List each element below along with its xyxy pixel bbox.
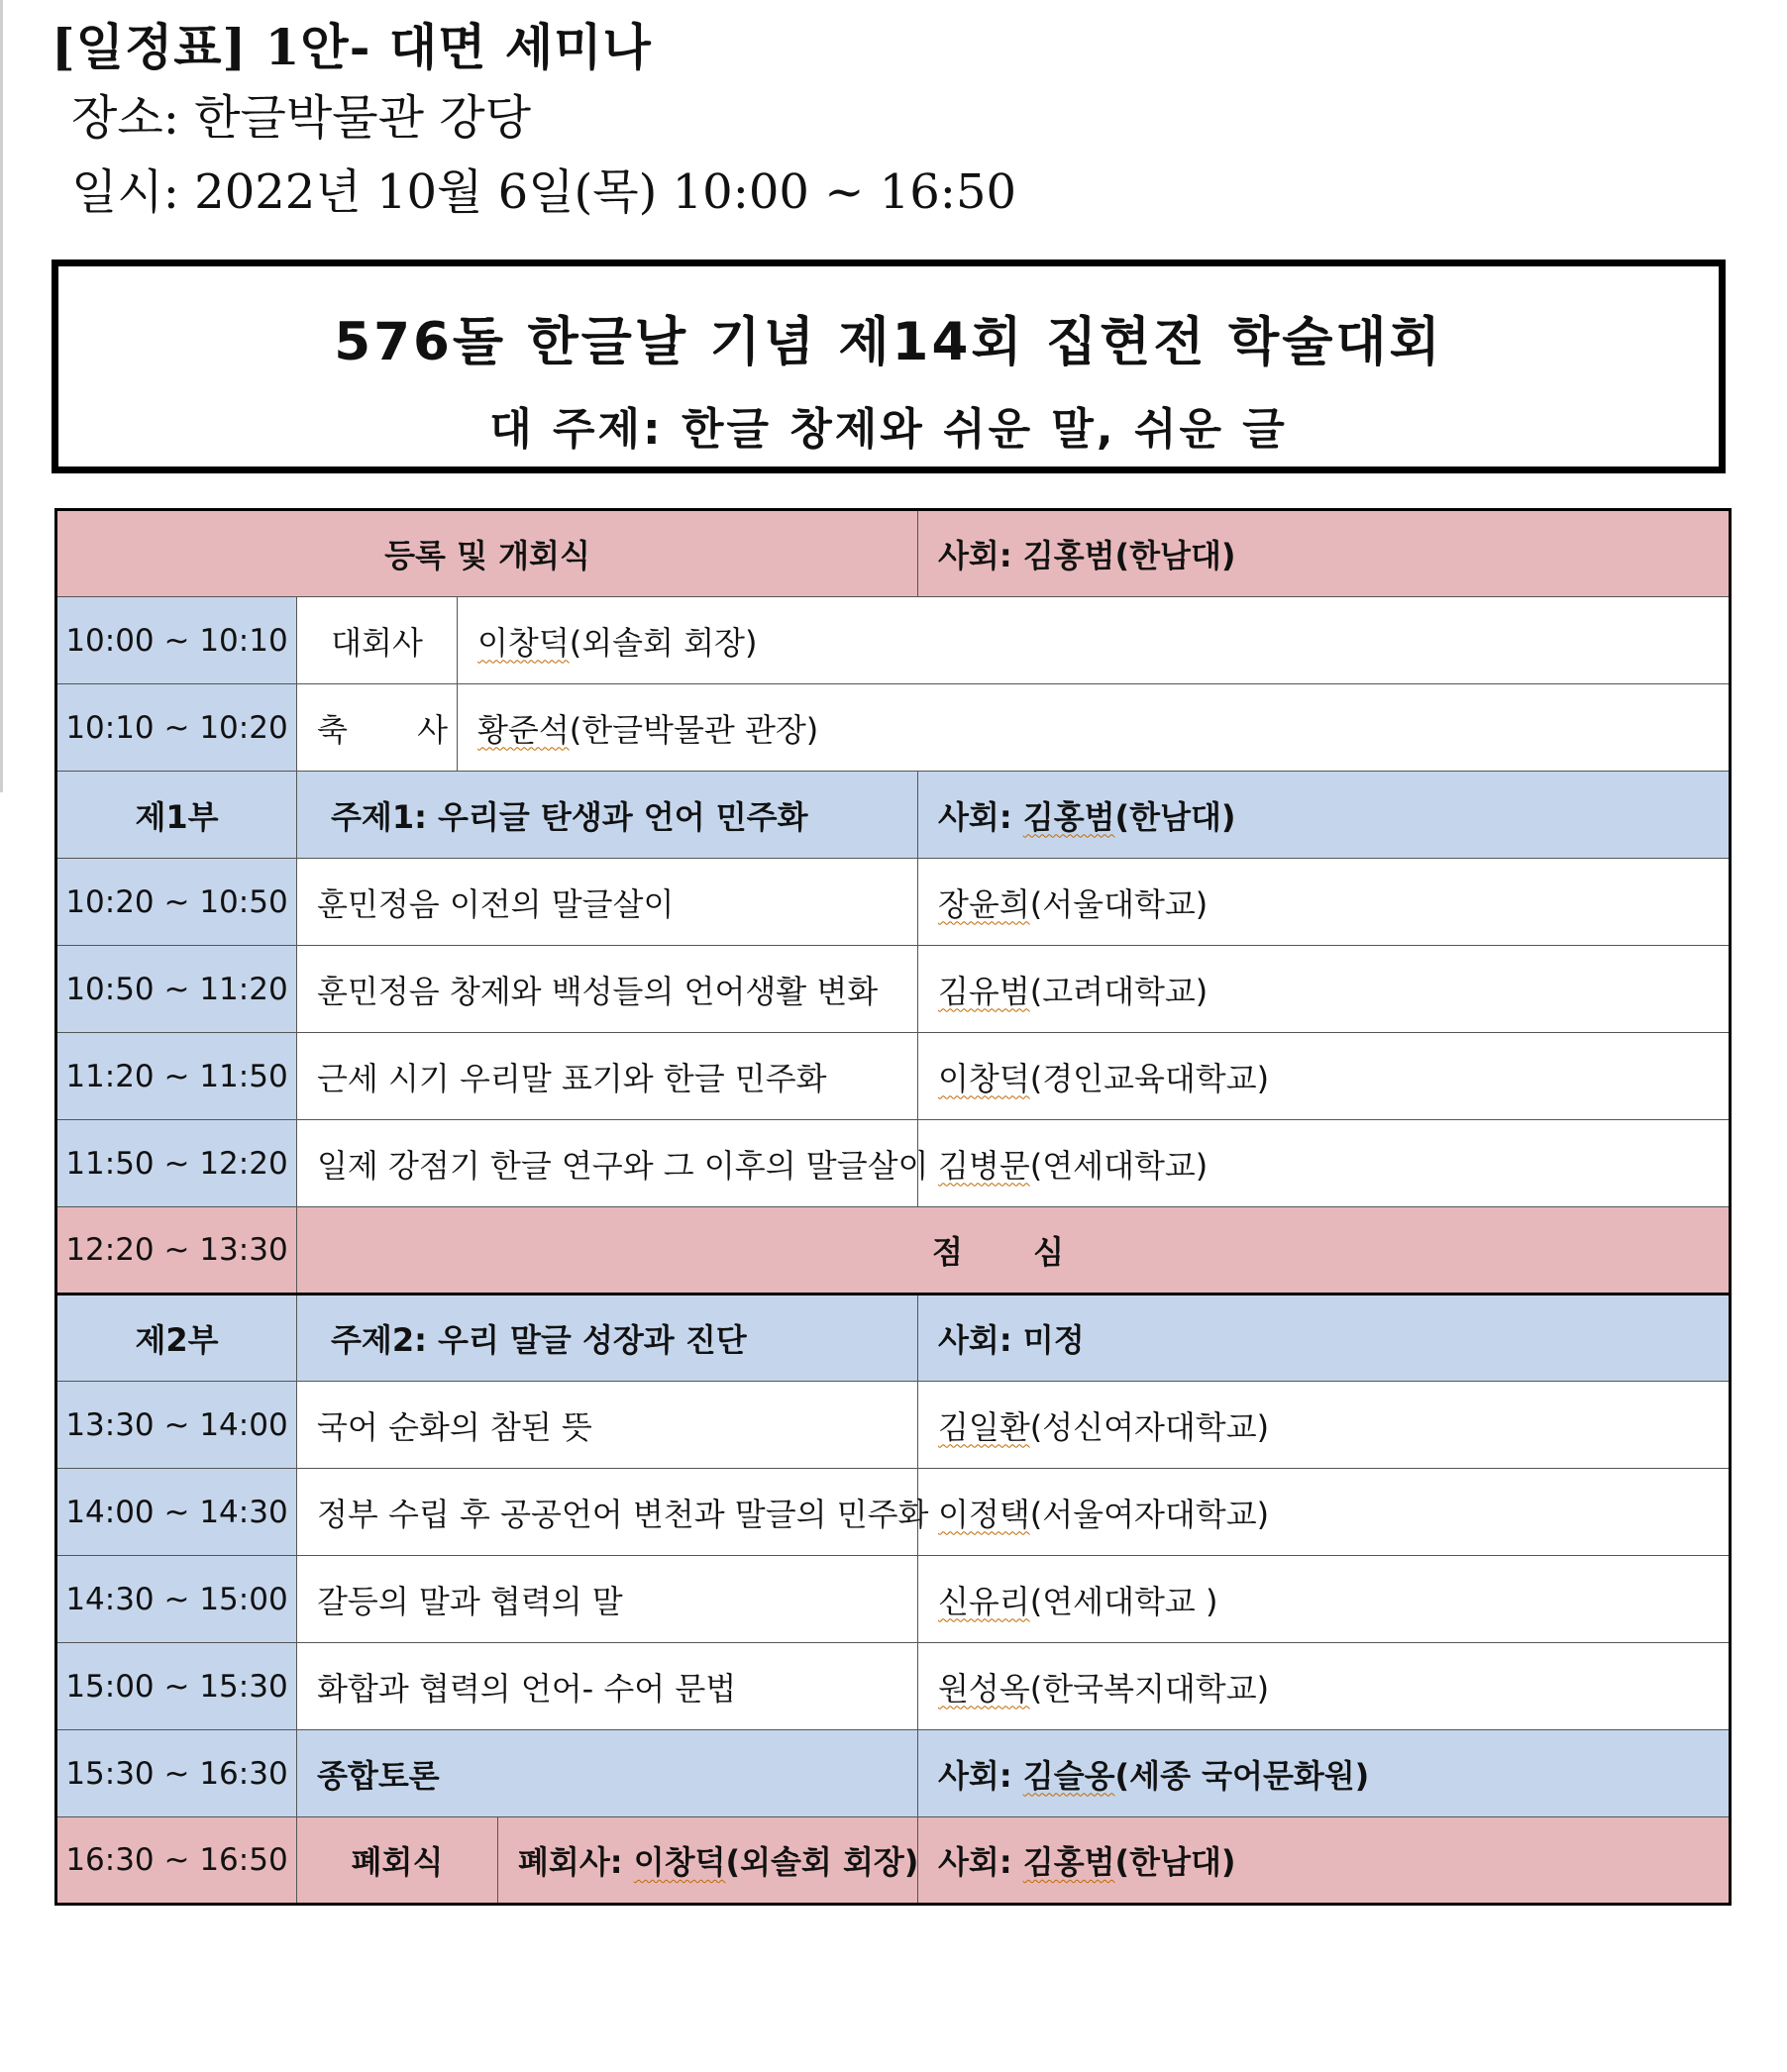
closing-row (56, 1817, 1731, 1905)
time-cell: 10:20 ~ 10:50 (56, 859, 297, 946)
speaker-name: 이창덕 (938, 1059, 1030, 1097)
table-row (56, 1643, 1731, 1730)
speaker-cell (918, 1382, 1731, 1469)
closing-label: 폐회식 (297, 1817, 498, 1905)
speaker-name: 김병문 (938, 1146, 1030, 1185)
opening-host: 사회: 김홍범(한남대) (918, 510, 1731, 597)
table-row (56, 1469, 1731, 1556)
page-title: [일정표] 1안- 대면 세미나 (52, 18, 652, 76)
table-row (56, 1382, 1731, 1469)
speaker-cell (918, 859, 1731, 946)
person-name: 황준석 (477, 710, 570, 749)
table-row (56, 1033, 1731, 1120)
time-cell: 10:10 ~ 10:20 (56, 684, 297, 772)
closing-speech (498, 1817, 918, 1905)
time-cell: 14:00 ~ 14:30 (56, 1469, 297, 1556)
speaker-name: 원성옥 (938, 1669, 1030, 1708)
time-cell: 13:30 ~ 14:00 (56, 1382, 297, 1469)
event-title: 576돌 한글날 기념 제14회 집현전 학술대회 (334, 312, 1443, 372)
talk-title: 일제 강점기 한글 연구와 그 이후의 말글살이 (297, 1120, 918, 1207)
speaker-name: 장윤희 (938, 884, 1030, 923)
talk-title: 화합과 협력의 언어- 수어 문법 (297, 1643, 918, 1730)
opening-header-row (56, 510, 1731, 597)
date-line: 일시: 2022년 10월 6일(목) 10:00 ~ 16:50 (71, 164, 1017, 220)
host-name: 김홍범 (1022, 797, 1115, 836)
discussion-label: 종합토론 (297, 1730, 918, 1817)
table-row (56, 859, 1731, 946)
time-cell: 10:50 ~ 11:20 (56, 946, 297, 1033)
time-cell: 11:50 ~ 12:20 (56, 1120, 297, 1207)
talk-title: 정부 수립 후 공공언어 변천과 말글의 민주화 (297, 1469, 918, 1556)
speaker-cell (918, 1469, 1731, 1556)
time-cell: 14:30 ~ 15:00 (56, 1556, 297, 1643)
host-prefix: 사회: (938, 1843, 1023, 1881)
table-row (56, 597, 1731, 684)
event-subtitle: 대 주제: 한글 창제와 쉬운 말, 쉬운 글 (489, 404, 1288, 455)
person-cell (458, 684, 1731, 772)
host-affiliation: (한남대) (1114, 797, 1236, 836)
part-theme: 주제1: 우리글 탄생과 언어 민주화 (297, 772, 918, 859)
speaker-affiliation: (한국복지대학교) (1029, 1669, 1270, 1708)
part-label: 제1부 (56, 772, 297, 859)
table-row (56, 1556, 1731, 1643)
page-edge-line (0, 0, 3, 792)
role-cell: 축 사 (297, 684, 458, 772)
opening-title: 등록 및 개회식 (56, 510, 918, 597)
event-banner (52, 259, 1726, 473)
table-row (56, 684, 1731, 772)
time-cell: 12:20 ~ 13:30 (56, 1207, 297, 1295)
host-prefix: 사회: (938, 797, 1023, 836)
host-name: 김홍범 (1022, 1843, 1115, 1881)
lunch-row (56, 1207, 1731, 1295)
part-host: 사회: 미정 (918, 1295, 1731, 1382)
venue-line: 장소: 한글박물관 강당 (71, 90, 532, 146)
speech-affiliation: (외솔회 회장) (725, 1843, 919, 1881)
part-theme: 주제2: 우리 말글 성장과 진단 (297, 1295, 918, 1382)
part2-header-row (56, 1295, 1731, 1382)
speech-name: 이창덕 (633, 1843, 726, 1881)
table-row (56, 1120, 1731, 1207)
time-cell: 15:00 ~ 15:30 (56, 1643, 297, 1730)
speech-prefix: 폐회사: (518, 1843, 634, 1881)
time-cell: 11:20 ~ 11:50 (56, 1033, 297, 1120)
speaker-cell (918, 1120, 1731, 1207)
speaker-name: 신유리 (938, 1582, 1030, 1620)
time-cell: 16:30 ~ 16:50 (56, 1817, 297, 1905)
person-affiliation: (한글박물관 관장) (569, 710, 819, 749)
speaker-cell (918, 1033, 1731, 1120)
speaker-affiliation: (고려대학교) (1029, 972, 1209, 1010)
talk-title: 갈등의 말과 협력의 말 (297, 1556, 918, 1643)
speaker-cell (918, 946, 1731, 1033)
speaker-cell (918, 1556, 1731, 1643)
closing-host (918, 1817, 1731, 1905)
talk-title: 훈민정음 창제와 백성들의 언어생활 변화 (297, 946, 918, 1033)
time-cell: 15:30 ~ 16:30 (56, 1730, 297, 1817)
table-row (56, 946, 1731, 1033)
speaker-affiliation: (연세대학교 ) (1029, 1582, 1218, 1620)
role-cell: 대회사 (297, 597, 458, 684)
discussion-row (56, 1730, 1731, 1817)
speaker-affiliation: (성신여자대학교) (1029, 1407, 1270, 1446)
time-cell: 10:00 ~ 10:10 (56, 597, 297, 684)
speaker-name: 이정택 (938, 1495, 1030, 1533)
talk-title: 훈민정음 이전의 말글살이 (297, 859, 918, 946)
talk-title: 근세 시기 우리말 표기와 한글 민주화 (297, 1033, 918, 1120)
host-affiliation: (세종 국어문화원) (1114, 1756, 1370, 1795)
part1-header-row (56, 772, 1731, 859)
speaker-affiliation: (서울대학교) (1029, 884, 1209, 923)
speaker-name: 김유범 (938, 972, 1030, 1010)
part-host (918, 772, 1731, 859)
talk-title: 국어 순화의 참된 뜻 (297, 1382, 918, 1469)
speaker-affiliation: (경인교육대학교) (1029, 1059, 1270, 1097)
person-affiliation: (외솔회 회장) (569, 623, 758, 662)
host-name: 김슬옹 (1022, 1756, 1115, 1795)
speaker-name: 김일환 (938, 1407, 1030, 1446)
host-prefix: 사회: (938, 1756, 1023, 1795)
discussion-host (918, 1730, 1731, 1817)
host-affiliation: (한남대) (1114, 1843, 1236, 1881)
speaker-affiliation: (서울여자대학교) (1029, 1495, 1270, 1533)
part-label: 제2부 (56, 1295, 297, 1382)
person-cell (458, 597, 1731, 684)
speaker-cell (918, 1643, 1731, 1730)
schedule-table (54, 508, 1732, 1906)
lunch-label: 점 심 (297, 1207, 1731, 1295)
speaker-affiliation: (연세대학교) (1029, 1146, 1209, 1185)
person-name: 이창덕 (477, 623, 570, 662)
